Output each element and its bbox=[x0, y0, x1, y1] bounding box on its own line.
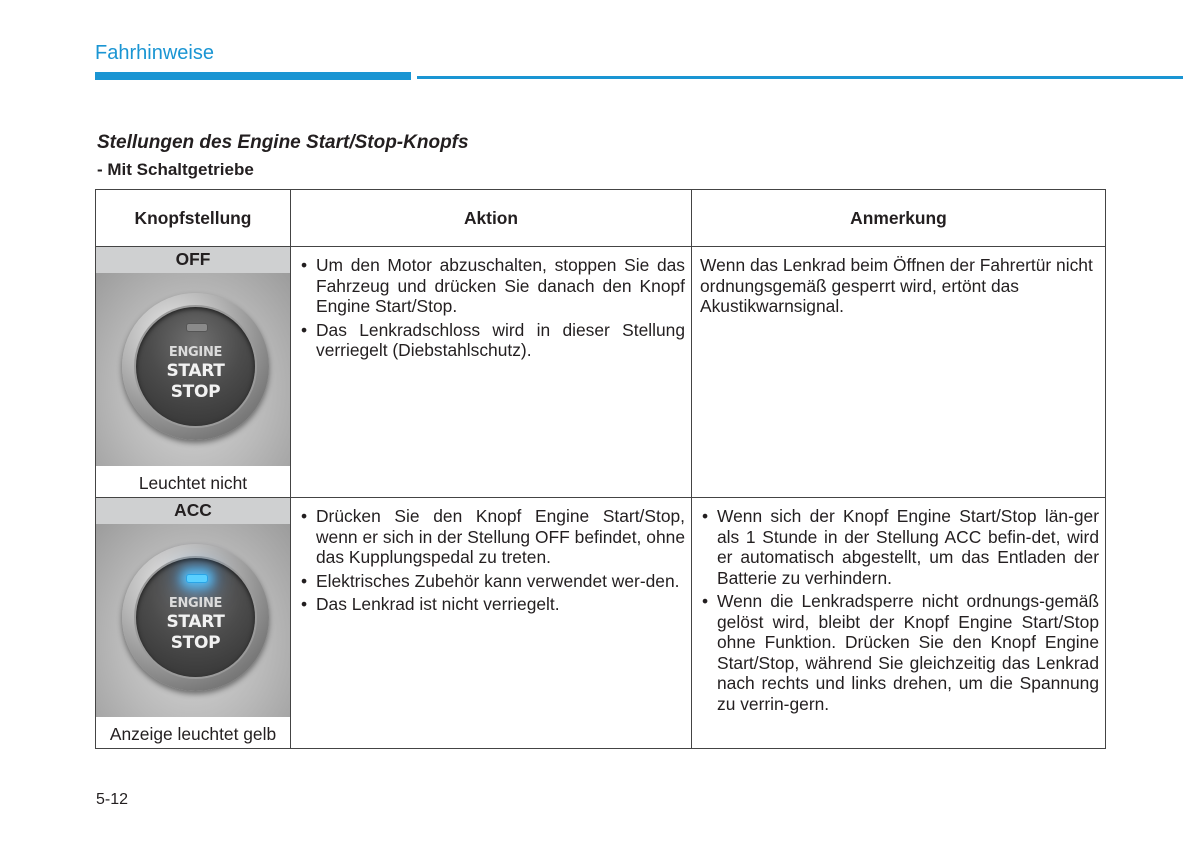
action-cell bbox=[291, 498, 692, 749]
button-text-start: START bbox=[166, 361, 225, 381]
col-header-action: Aktion bbox=[291, 190, 692, 247]
button-ring bbox=[122, 544, 269, 691]
remark-cell bbox=[692, 498, 1106, 749]
remark-item: • Wenn die Lenkradsperre nicht ordnungs-gemäß gelöst wird, bleibt der Knopf Engine Start/Stop ohne Funktion. Drücken Sie den Knopf Engine Start/Stop, während Sie gleichzeitig das Lenkrad nach rechts und links drehen, um die Spannung zu verrin-gern. bbox=[700, 591, 1099, 714]
position-caption: Anzeige leuchtet gelb bbox=[109, 723, 277, 744]
col-header-position: Knopfstellung bbox=[96, 190, 291, 247]
page-subheading: - Mit Schaltgetriebe bbox=[97, 160, 254, 179]
table-row-acc bbox=[96, 498, 1106, 749]
table-row-off bbox=[96, 247, 1106, 498]
button-text-start: START bbox=[166, 612, 225, 632]
page-heading: Stellungen des Engine Start/Stop-Knopfs bbox=[97, 132, 469, 153]
action-item: • Drücken Sie den Knopf Engine Start/Stop, wenn er sich in der Stellung OFF befindet, ohne das Kupplungspedal zu treten. bbox=[299, 506, 685, 568]
table-header-row bbox=[96, 190, 1106, 247]
section-title: Fahrhinweise bbox=[95, 42, 214, 64]
indicator-lamp-lit-icon bbox=[186, 574, 208, 583]
engine-button-image bbox=[96, 273, 290, 466]
engine-button-image bbox=[96, 524, 290, 717]
button-text-stop: STOP bbox=[170, 633, 221, 653]
button-ring bbox=[122, 293, 269, 440]
position-label: OFF bbox=[96, 247, 290, 273]
button-face bbox=[136, 307, 255, 426]
position-cell bbox=[96, 247, 291, 498]
header-rule-thin bbox=[417, 76, 1183, 79]
remark-text: Wenn das Lenkrad beim Öffnen der Fahrertür nicht ordnungsgemäß gesperrt wird, ertönt das Akustikwarnsignal. bbox=[700, 255, 1093, 316]
action-item: • Das Lenkrad ist nicht verriegelt. bbox=[299, 594, 685, 615]
indicator-lamp-icon bbox=[186, 323, 208, 332]
button-text-engine: ENGINE bbox=[168, 596, 223, 611]
remark-item: • Wenn sich der Knopf Engine Start/Stop län-ger als 1 Stunde in der Stellung ACC befin-det, wird er automatisch abgestellt, um das Entladen der Batterie zu verhindern. bbox=[700, 506, 1099, 588]
position-caption: Leuchtet nicht bbox=[138, 472, 248, 493]
button-text-engine: ENGINE bbox=[168, 345, 223, 360]
page-number: 5-12 bbox=[96, 791, 129, 808]
button-face bbox=[136, 558, 255, 677]
action-item: • Das Lenkradschloss wird in dieser Stellung verriegelt (Diebstahlschutz). bbox=[299, 320, 685, 361]
action-item: • Elektrisches Zubehör kann verwendet wer-den. bbox=[299, 571, 685, 592]
header-rule-thick bbox=[95, 72, 411, 80]
remark-cell bbox=[692, 247, 1106, 498]
position-cell bbox=[96, 498, 291, 749]
col-header-remark: Anmerkung bbox=[692, 190, 1106, 247]
button-text-stop: STOP bbox=[170, 382, 221, 402]
action-cell bbox=[291, 247, 692, 498]
action-item: • Um den Motor abzuschalten, stoppen Sie das Fahrzeug und drücken Sie danach den Knopf Engine Start/Stop. bbox=[299, 255, 685, 317]
button-positions-table bbox=[95, 189, 1106, 749]
position-label: ACC bbox=[96, 498, 290, 524]
